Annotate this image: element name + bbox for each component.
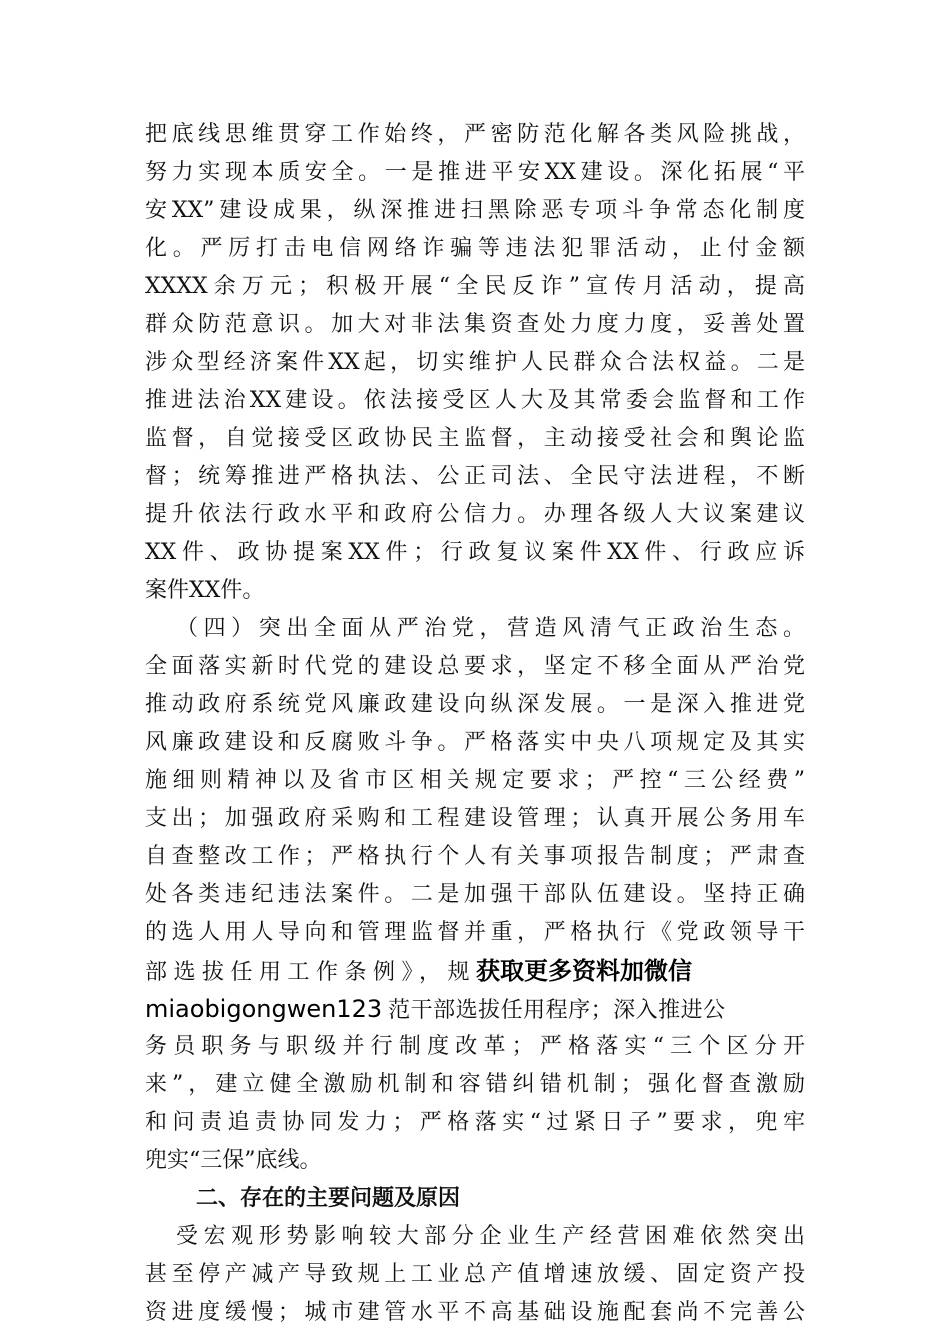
body-line-with-watermark bbox=[145, 990, 805, 1028]
body-line: 努力实现本质安全。一是推进平安XX建设。深化拓展“平 bbox=[145, 160, 805, 185]
body-line-with-watermark bbox=[145, 952, 805, 990]
body-line: 自查整改工作；严格执行个人有关事项报告制度；严肃查 bbox=[145, 844, 805, 869]
body-line: XXXX余万元；积极开展“全民反诈”宣传月活动，提高 bbox=[145, 274, 805, 299]
body-line: 案件XX件。 bbox=[145, 578, 265, 603]
body-line: 务员职务与职级并行制度改革；严格落实“三个区分开 bbox=[145, 1034, 805, 1059]
body-line: 处各类违纪违法案件。二是加强干部队伍建设。坚持正确 bbox=[145, 882, 805, 907]
body-line: 推动政府系统党风廉政建设向纵深发展。一是深入推进党 bbox=[145, 692, 805, 717]
body-line: XX件、政协提案XX件；行政复议案件XX件、行政应诉 bbox=[145, 540, 805, 565]
section-heading: 二、存在的主要问题及原因 bbox=[196, 1186, 461, 1211]
body-line: 提升依法行政水平和政府公信力。办理各级人大议案建议 bbox=[145, 502, 805, 527]
body-line: 和问责追责协同发力；严格落实“过紧日子”要求，兜牢 bbox=[145, 1110, 805, 1135]
body-text-fragment: 部选拔任用工作条例》，规 bbox=[145, 960, 477, 985]
body-line: 推进法治XX建设。依法接受区人大及其常委会监督和工作 bbox=[145, 388, 805, 413]
body-line: 资进度缓慢；城市建管水平不高基础设施配套尚不完善公 bbox=[145, 1300, 805, 1325]
body-line: 全面落实新时代党的建设总要求，坚定不移全面从严治党 bbox=[145, 654, 805, 679]
body-line: 兜实“三保”底线。 bbox=[145, 1148, 322, 1173]
body-line: 施细则精神以及省市区相关规定要求；严控“三公经费” bbox=[145, 768, 805, 793]
watermark-text: miaobigongwen123 bbox=[145, 995, 383, 1023]
body-line: 监督，自觉接受区政协民主监督，主动接受社会和舆论监 bbox=[145, 426, 805, 451]
body-line: 把底线思维贯穿工作始终，严密防范化解各类风险挑战， bbox=[145, 122, 805, 147]
body-line: 的选人用人导向和管理监督并重，严格执行《党政领导干 bbox=[145, 920, 805, 945]
body-line: 受宏观形势影响较大部分企业生产经营困难依然突出 bbox=[176, 1224, 805, 1249]
body-line: 风廉政建设和反腐败斗争。严格落实中央八项规定及其实 bbox=[145, 730, 805, 755]
watermark-text: 获取更多资料加微信 bbox=[476, 957, 693, 985]
body-line: 甚至停产减产导致规上工业总产值增速放缓、固定资产投 bbox=[145, 1262, 805, 1287]
body-line: 群众防范意识。加大对非法集资查处力度力度，妥善处置 bbox=[145, 312, 805, 337]
body-text-fragment: 范干部选拔任用程序；深入推进公 bbox=[388, 998, 726, 1023]
body-line: 督；统筹推进严格执法、公正司法、全民守法进程，不断 bbox=[145, 464, 805, 489]
body-line: 安XX”建设成果，纵深推进扫黑除恶专项斗争常态化制度 bbox=[145, 198, 805, 223]
body-line: 化。严厉打击电信网络诈骗等违法犯罪活动，止付金额 bbox=[145, 236, 805, 261]
section-heading-four: （四）突出全面从严治党，营造风清气正政治生态。 bbox=[176, 616, 805, 641]
body-line: 涉众型经济案件XX起，切实维护人民群众合法权益。二是 bbox=[145, 350, 805, 375]
body-line: 来”，建立健全激励机制和容错纠错机制；强化督查激励 bbox=[145, 1072, 805, 1097]
body-line: 支出；加强政府采购和工程建设管理；认真开展公务用车 bbox=[145, 806, 805, 831]
